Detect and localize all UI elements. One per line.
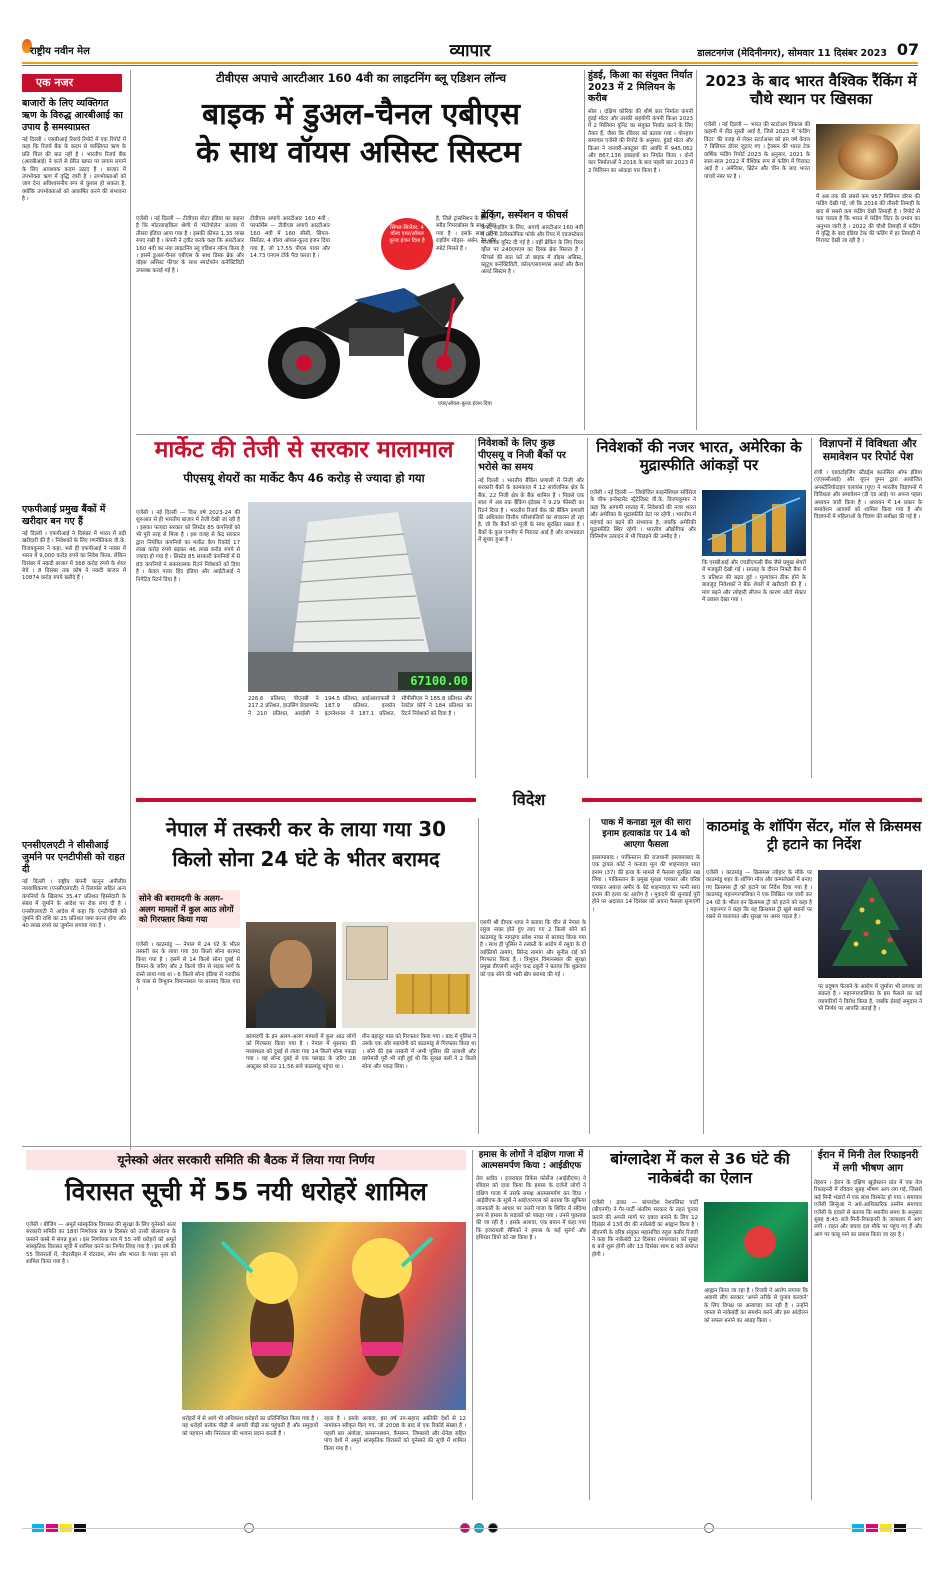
inflation-headline: निवेशकों की नजर भारत, अमेरिका के मुद्रास्फीति आंकड़ों पर — [596, 438, 802, 474]
videsh-banner — [136, 790, 922, 810]
pak-story — [592, 818, 700, 1134]
col-divider-11 — [811, 1150, 812, 1500]
unesco-carnival-photo — [182, 1222, 466, 1410]
nepal-story — [136, 817, 476, 1070]
banks-headline: निवेशकों के लिए कुछ पीएसयू व निजी बैंकों पर भरोसे का समय — [478, 438, 566, 473]
rank-body-1: एजेंसी । नई दिल्ली — भारत की स्टार्टअप विकास की कहानी में तीव्र सुस्ती आई है, जिसे 2023 में 'फंडिंग विंटर' की वजह से लेकर स्टार्टअप्स को इस वर्ष केवल 7 बिलियन डॉलर जुटाए गए । ट्रैक्सन की भारत टेक वार्षिक फंडिंग रिपोर्ट 2023 के अनुसार, 2021 के साल-साल 2022 में वैश्विक रूप से फंडिंग में गिरावट आई है । अमेरिका, ब्रिटेन और चीन के बाद भारत पांचवें नंबर पर है । — [704, 122, 810, 180]
unesco-body-3: रहता है । इसके अलावा, इस वर्ष उप-सहारा अफ्रीकी देशों से 12 नामांकन स्वीकृत किए गए, जो 2008 के बाद से एक रिकॉर्ड संख्या है । पहली बार अंगोला, कमरूनस्थान, कैमरून, जिम्बाब्वे और ग्रेनेडा सहित पांच देशों में अमूर्त सांस्कृतिक विरासतें को यूनेस्को की सूची में शामिल किया गया है । — [324, 1416, 466, 1452]
dancers-illustration — [182, 1222, 466, 1410]
market-body-1: एजेंसी । नई दिल्ली — वित्त वर्ष 2023-24 की शुरुआत से ही भारतीय बाजार में तेजी देखी जा रही है । इसका फायदा सरकार को लिस्टेड 85 कंपनियों को भी पूरी तरह से मिला है । इस वजह से केंद्र सरकार द्वारा नियंत्रित कंपनियों का मार्केट कैप रिकॉर्ड 17 लाख करोड़ रुपये बढ़कर 46 लाख करोड़ रुपये से ज्यादा हो गया है । लिस्टेड 85 सरकारी कंपनियों में से 83 कंपनियों ने सकारात्मक रिटर्न निवेशकों को दिया है । केवल पावर हिंद इंडिया और आईटीआई ने निगेटिव रिटर्न दिया है । — [136, 510, 240, 583]
kathmandu-body-2: पर प्रदूषण फैलाने के आरोप में जुर्माना भी लगाया जा सकता है । महानगरपालिका के इस फैसले का कई व्यापारियों ने विरोध किया है, जबकि ईसाई समुदाय ने भी निर्णय पर आपत्ति जताई है । — [818, 984, 922, 1013]
market-subheadline: पीएसयू शेयरों का मार्केट कैप 46 करोड़ से ज्यादा हो गया — [183, 471, 425, 485]
unesco-story — [22, 1150, 466, 1500]
sidebar-story-1 — [22, 98, 126, 507]
unesco-body-2: धरोहरों में से आगे भी अधिकांश धरोहरों का प्रतिनिधित्व किया गया है । यह धरोहरें प्रत्येक पीढ़ी से अगली पीढ़ी तक पहुंचती हैं और समुदायों को पहचान और निरंतरता की भावना प्रदान करती हैं । — [182, 1416, 318, 1437]
nepal-side-head-text: सोने की बरामदगी के अलग-अलग मामलों में कुल आठ लोगों को गिरफ्तार किया गया — [139, 893, 234, 924]
hamas-story — [476, 1150, 586, 1500]
hamas-headline: हमास के लोगों ने दक्षिण गाजा में आत्मसमर्पण किया : आईडीएफ — [478, 1150, 584, 1171]
bse-building-photo — [248, 502, 472, 692]
tvs-engine-badge — [381, 218, 433, 270]
brand-logo — [22, 43, 142, 57]
banks-story — [478, 438, 584, 778]
bangladesh-flag-photo — [704, 1202, 808, 1282]
rank-body-2: में अब तक की सबसे कम 957 मिलियन डॉलर की फंडिंग देखी गई, जो कि 2016 की तीसरी तिमाही के बाद से सबसे कम फंडिंग देखी तिमाही है । रिपोर्ट से पता चलता है कि भारत में फंडिंग विंटर के प्रभाव का अनुभव जारी है । 2022 की चौथी तिमाही में फंडिंग में वृद्धि के बाद इंडिया टेक की फंडिंग में हर तिमाही में गिरावट देखी जा रही है । — [816, 194, 920, 245]
col-divider-5 — [811, 438, 812, 778]
footer-rule — [22, 1528, 922, 1529]
hyundai-story — [588, 70, 693, 430]
masthead-rule-green — [22, 65, 918, 66]
tvs-body-1: एजेंसी । नई दिल्ली — टीवीएस मोटर इंडिया का कहना है कि मोटरसाइकिल श्रेणी में 'मेटोपोलेन' बाजार में तीसरा इंडिया आया गया है । इसकी कीमत 1,35 लाख रुपए रखी है । कंपनी ने ट्वीट करके कहा कि आरटीआर 160 4वी का नया लाइटनिंग ब्लू एडिशन लॉन्च किया है । इसमें डुअल-चैनल एबीएस के साथ डिस्क ब्रेक और वॉइस असिस्ट फीचर के साथ स्मार्टफोन कनेक्टिविटी उपलब्ध कराई गई है । — [136, 216, 244, 274]
kathmandu-headline: काठमांडू के शॉपिंग सेंटर, मॉल से क्रिसमस ट्री हटाने का निर्देश — [706, 819, 922, 853]
kathmandu-story — [706, 818, 922, 1134]
tvs-kicker: टीवीएस अपाचे आरटीआर 160 4वी का लाइटनिंग ब्लू एडिशन लॉन्च — [215, 71, 507, 85]
nepal-body-2: बरामदगी के इन अलग-अलग मामलों में कुल आठ लोगों को गिरफ्तार किया गया है । नेपाल में मुस्तफा की मध्यस्थता को दुबई से लाया गया 14 किलो सोना पकड़ा गया । यह सोना दुबई से एक फ्लाइट के जरिए 28 अक्टूबर को रात 11:56 बजे काठमांडू पहुंचा था । — [246, 1034, 356, 1070]
ads-body: रांची । एडवर्टाइजिंग स्टैंडर्ड्स काउंसिल ऑफ इंडिया (एएससीआई) और यूएन वुमन द्वारा आयोजित अनस्टीरियोटाइप एलायंस (यूए) ने भारतीय विज्ञापनों में विविधता और समावेशन (डी एंड आई) पर अपना पहला अध्ययन जारी किया है । अध्ययन में 14 प्रकार के समावेशन आयामों को शामिल किया गया है और विज्ञापनों में महिलाओं के चित्रण की समीक्षा की गई है । — [814, 470, 922, 521]
tvs-badge-text: सिंगल-सिलेंडर, 4 वॉल्व एयर/ऑयल कूल्ड इंजन दिया है — [389, 225, 425, 244]
inflation-story — [590, 438, 808, 778]
col-divider-9 — [472, 1150, 473, 1500]
market-ticker: 67100.00 — [410, 674, 468, 688]
rank-story — [700, 70, 922, 432]
nepal-col-4 — [480, 920, 586, 1134]
flag-red-disc — [744, 1226, 776, 1258]
section-title: व्यापार — [449, 41, 491, 61]
passport-photo — [346, 926, 388, 980]
dateline: डालटनगंज (मेदिनीनगर), सोमवार 11 दिसंबर 2023 — [697, 48, 887, 59]
bangladesh-body-1: एजेंसी । ढाका — बांग्लादेश नेशनलिस्ट पार्टी (बीएनपी) ने गैर-पार्टी अंतरिम सरकार के तहत चुनाव कराने की अपनी मांगों पर दबाव बनाने के लिए 12 दिसंबर से 13वें दौर की नाकेबंदी का आह्वान किया है । बीएनपी के वरिष्ठ संयुक्त महासचिव रुहुल कबीर रिजवी ने कहा कि नाकेबंदी 12 दिसंबर (मंगलवार) को सुबह 6 बजे शुरू होगी और 13 दिसंबर शाम 6 बजे समाप्त होगी । — [592, 1200, 698, 1258]
sidebar-divider — [130, 70, 131, 1150]
hyundai-headline: हुंडई, किआ का संयुक्त निर्यात 2023 में 2 मिलियन के करीब — [588, 70, 693, 104]
sidebar-s1-headline: बाजारों के लिए व्यक्तिगत ऋण के विरुद्ध आरबीआई का उपाय है समस्याप्रस्त — [22, 98, 123, 133]
unesco-headline: विरासत सूची में 55 नयी धरोहरें शामिल — [65, 1177, 427, 1206]
tvs-photo-caption: एयर/ऑयल-कूल्ड इंजन दिया — [436, 398, 498, 408]
col-divider-8 — [703, 818, 704, 1134]
sidebar-s3-body: नई दिल्ली । राष्ट्रीय कंपनी कानून अपीलीय न्यायाधिकरण (एनसीएलएटी) ने रिलायंस सहित अन्य कंपनियों के खिलाफ 35.47 प्रतिशत हिस्सेदारी के संबंध में जुर्माने के आदेश पर रोक लगा दी है । एनसीएलएटी ने आदेश में कहा कि एनटीपीसी को जुर्माने की राशि का 25 प्रतिशत जमा करना होगा और 40 लाख रुपये का जुर्माना लगाया गया है । — [22, 879, 126, 930]
bse-tower-illustration — [248, 502, 472, 692]
col-divider-10 — [589, 1150, 590, 1500]
sidebar-label-text: एक नजर — [36, 76, 74, 89]
unesco-kicker: यूनेस्को अंतर सरकारी समिति की बैठक में लिया गया निर्णय — [117, 1153, 375, 1167]
rank-headline: 2023 के बाद भारत वैश्विक रैंकिंग में चौथे स्थान पर खिसका — [705, 72, 917, 108]
inflation-coins-photo — [702, 490, 806, 556]
sidebar-s1-body: नई दिल्ली । एसबीआई रिसर्च रिपोर्ट में एक रिपोर्ट में कहा कि रिजर्व बैंक के कदम से व्यक्तिगत ऋण के प्रति चिंता की बात नहीं है । भारतीय रिजर्व बैंक (आरबीआई) ने कर्ज से प्रेरित खपत पर लगाम लगाने के लिए आवश्यक कदम उठाए हैं । बाजार में उपभोक्ता ऋण में वृद्धि जारी है । उपभोक्ताओं को जाग देना अविश्वसनीय रूप से कुशल हो सकता है, क्योंकि उपभोक्ताओं को आकर्षित करने की संभावना है । — [22, 137, 126, 203]
banks-body: नई दिल्ली । भारतीय बैंकिंग प्रणाली में निजी और सरकारी बैंकों के कामकाज में 12 सार्वजनिक क्षेत्र के बैंक, 22 निजी क्षेत्र के बैंक शामिल हैं । पिछले एक साल में अब तक बैंकिंग इंडेक्स ने 9.29 फीसदी का रिटर्न दिया है । भारतीय रिजर्व बैंक की बैंकिंग प्रणाली की अधिकांश वित्तीय परिसंपत्तियों का संचालन हो रहा है, जो कि बैंकों को पूंजी के साथ सुरक्षित रखता है । बैंकों के कुल एनपीए में गिरावट आई है और लाभप्रदता में सुधार हुआ है । — [478, 478, 584, 544]
person-illustration — [270, 940, 312, 990]
videsh-rule-left — [136, 798, 476, 802]
col-divider-4 — [587, 438, 588, 778]
iran-story — [814, 1150, 922, 1500]
tvs-headline-1: बाइक में डुअल-चैनल एबीएस — [201, 97, 521, 132]
inflation-body-2: कि एसबीआई और एचडीएफसी बैंक जैसे प्रमुख शेयरों में मजबूती देखी गई । सप्ताह के दौरान निफ्टी बैंक में 5 प्रतिशत की बढ़त हुई । मूल्यांकन ठीक होने के बावजूद निवेशकों ने बैंक शेयरों में खरीदारी की है । मांग बढ़ने और त्योहारी सीजन के कारण ऑटो सेक्टर में उछाल देखा गया । — [702, 560, 806, 604]
christmas-tree-illustration — [818, 870, 922, 978]
sidebar-s2-headline: एफपीआई प्रमुख बैंकों में खरीदार बन गए हैं — [22, 504, 106, 527]
tvs-body-2: टीवीएस अपाचे आरटीआर 160 4वी : परफॉर्मेंस — टीवीएस अपाचे आरटीआर 160 4वी में 160 सीसी, सिंगल-सिलेंडर, 4 वॉल्व ऑयल-कूल्ड इंजन दिया गया है, जो 17.55 पीएस पावर और 14.73 एनएम टॉर्क पैदा करता है । — [250, 216, 330, 260]
braking-story — [481, 210, 583, 430]
inflation-body-1: एजेंसी । नई दिल्ली — जियोजित फाइनेंशियल सर्विसेज के चीफ इन्वेस्टमेंट स्ट्रैटेजिस्ट वी.के. विजयकुमार ने कहा कि आगामी सप्ताह में, निवेशकों की नजर भारत और अमेरिका के मुद्रास्फीति डेटा पर रहेगी । भारतीय में महंगाई का बढ़ने की संभावना है, जबकि अमेरिकी मुद्रास्फीति स्थिर रहेगी । भारतीय औद्योगिक और विनिर्माण उत्पादन में भी पिछड़ने की उम्मीद है । — [590, 490, 696, 541]
tvs-body-3: है, जिसे ट्रांसमिशन के लिए 5-स्पीड गियरबॉक्स के साथ जोड़ा गया है । इसके साथ तीन राइडिंग मोड्स- अर्बन, रेन और स्पोर्ट मिलते हैं । — [436, 216, 496, 252]
col-divider-6 — [478, 818, 479, 1134]
col-divider-7 — [589, 818, 590, 1134]
nepal-headline-1: नेपाल में तस्करी कर के लाया गया 30 — [165, 817, 447, 841]
christmas-tree-photo — [818, 870, 922, 978]
tvs-headline-2: के साथ वॉयस असिस्ट सिस्टम — [196, 135, 521, 170]
sidebar-story-2 — [22, 504, 126, 831]
bangladesh-headline: बांग्लादेश में कल से 36 घंटे की नाकेबंदी का ऐलान — [610, 1150, 790, 1187]
nepal-headline-2: किलो सोना 24 घंटे के भीतर बरामद — [172, 847, 440, 871]
market-headline: मार्केट की तेजी से सरकार मालामाल — [154, 437, 454, 463]
ads-headline: विज्ञापनों में विविधता और समावेशन पर रिपोर्ट पेश — [819, 438, 917, 463]
nepal-gold-photo — [342, 922, 476, 1028]
hands-in-circle-illustration — [838, 134, 898, 180]
braking-headline: ब्रेकिंग, सस्पेंशन व फीचर्स — [481, 210, 568, 221]
print-registration-footer — [22, 1518, 922, 1540]
coins-chart-illustration — [702, 490, 806, 556]
lower-section-rule — [22, 1146, 922, 1147]
iran-headline: ईरान में मिनी तेल रिफाइनरी में लगी भीषण आग — [817, 1150, 919, 1174]
nepal-body-4: एसपी श्री दीपक थापा ने बताया कि चीन से नेपाल के रसुवा नाका होते हुए लाए गए 2 किलो सोने को काठमांडू के नागढ़ुंगा प्रवेश नाका से बरामद किया गया है । साथ ही पुलिस ने तस्करी के आरोप में रसुवा के दो व्यक्तियों तामांग, बिरेन्द्र तामांग और सुनील राई को गिरफ्तार किया है । त्रिभुवन विमानस्थल की सुरक्षा प्रमुख डीएसपी अर्जुन चन्द्र ठकुरी ने बताया कि शुक्रवार को एक सोने की भारी खेप बरामद की गई । — [480, 920, 586, 978]
sidebar-s2-body: नई दिल्ली । एफपीआई ने दिसंबर में भारत में बड़ी खरीदारी की है । निवेशकों के लिए रणनीतिकार वी.के. विजयकुमार ने कहा, भले ही एफपीआई ने नवंबर में भारत में 9,000 करोड़ रुपये का निवेश किया, लेकिन दिसंबर में नकदी बाजार में 368 करोड़ रुपये के शेयर बेचे । 8 दिसंबर तक कोष ने नकदी बाजार में 10874 करोड़ रुपये खरीदे हैं । — [22, 531, 126, 582]
nepal-body-3: मीन बहादुर पाल को गिरफ्तार किया गया । बाद में पुलिस ने उसके एक और सहयोगी को काठमांडू से गिरफ्तार किया था । सोने की इस तस्करी में अभी पुलिस की तलाशी और छापेमारी पूरी भी नहीं हुई थी कि सुरक्षा बलों ने 2 किलो सोना और पकड़ लिया । — [362, 1034, 476, 1070]
bangladesh-story — [592, 1150, 808, 1500]
market-story — [136, 438, 472, 778]
col-divider-1 — [584, 70, 585, 430]
bangladesh-body-2: आह्वान किया जा रहा है । रिजवी ने आरोप लगाया कि अवामी लीग सरकार 'अपने तरीके से चुनाव करवाने' के लिए विपक्ष पर अत्याचार कर रही है । उन्होंने जनता से नाकेबंदी का समर्थन करने और इस आंदोलन को सफल बनाने का आग्रह किया । — [704, 1288, 808, 1324]
hyundai-body: सोल । दक्षिण कोरिया की शीर्ष कार निर्माता कंपनी हुंडई मोटर और उसकी सहयोगी कंपनी किआ 2023 में 2 मिलियन यूनिट का संयुक्त निर्यात करने के लिए तैयार हैं, जैसा कि रविवार को बताया गया । योनहाप समाचार एजेंसी की रिपोर्ट के अनुसार, हुंडई मोटर और किआ ने जनवरी-अक्टूबर की अवधि में 945,062 और 867,136 इकाइयों का निर्यात किया । दोनों कार निर्माताओं ने 2016 के बाद पहली बार 2023 में 2 मिलियन का आंकड़ा पार किया है । — [588, 108, 693, 174]
sidebar-s3-headline: एनसीएलएटी ने सीसीआई जुर्माने पर एनटीपीसी को राहत दी — [22, 840, 125, 875]
sidebar-label — [22, 74, 122, 92]
braking-body: कंफर्ट राइडिंग के लिए, अपाचे आरटीआर 160 4वी में फ्रंट में टेलीस्कोपिक फोर्क और रियर में एडजस्टेबल मोनोशॉक यूनिट दी गई है । वहीं ब्रेकिंग के लिए रियर व्हील पर 240एमएम का डिस्क ब्रेक मिलता है । फीचर्स की बात करें तो बाइक में वॉइस असिस्ट, ब्लूटूथ कनेक्टिविटी, कॉल/एसएमएस अलर्ट और क्रैश अलर्ट सिस्टम है । — [481, 225, 584, 276]
masthead — [0, 0, 945, 66]
nepal-body-1: एजेंसी । काठमांडू — नेपाल में 24 घंटे के भीतर तस्करी कर के लाया गया 30 किलो सोना बरामद किया गया है । इसमें से 14 किलो सोना दुबई से विमान के जरिए और 2 किलो चीन से सड़क मार्ग के रास्ते लाया गया था । 6 किलो सोना इंडिया से नजदीक के पास से त्रिभुवन विमानस्थल पर बरामद किया गया । — [136, 942, 240, 993]
iran-body: तेहरान । ईरान के दक्षिण खुज़ेस्तान प्रांत में एक तेल रिफाइनरी में रविवार सुबह भीषण आग लग गई, जिससे कई मिनी भंडारों में एक साथ विस्फोट हो गया । समाचार एजेंसी सिन्हुआ ने अर्ध-आधिकारिक तस्नीम समाचार एजेंसी के हवाले से बताया कि स्थानीय समय के अनुसार सुबह 8:45 बजे मिनी-रिफाइनरी के जलाशय में आग लगी । राहत और बचाव दल मौके पर पहुंच गए हैं और आग पर काबू पाने का प्रयास किया जा रहा है । — [814, 1180, 922, 1238]
unesco-kicker-bar — [26, 1150, 466, 1170]
hamas-body: तेल अवीव । इजरायल डिफेंस फोर्सेज (आईडीएफ) ने रविवार को दावा किया कि हमास के दर्जनों लोगों ने दक्षिण गाजा में उसके समक्ष आत्मसमर्पण कर दिया । आईडीएफ के सूत्रों ने आईएएनएस को बताया कि खुफिया जानकारी के आधार पर उत्तरी गाजा के शिविर में संदिग्ध रूप से हमास के लड़ाकों को पकड़ा गया । उनसे पूछताछ की जा रही है । इसके अलावा, एक बयान में कहा गया कि इजरायली सैनिकों ने हमास के कई सुरंगों और हथियार डिपो को नष्ट किया है । — [476, 1176, 586, 1242]
tvs-bike-photo — [254, 258, 494, 408]
pak-body: इस्लामाबाद । पाकिस्तान की राजधानी इस्लामाबाद के एक ट्रायल कोर्ट ने कनाडा मूल की शाहनवाज़ सारा इनाम (37) की हत्या के मामले में फैसला सुरक्षित रख लिया । पाकिस्तान के प्रमुख सुरक्षा पत्रकार और वरिष्ठ पत्रकार अयाज़ अमीर के बेटे शाहनवाज़ पर पत्नी सारा इनाम की हत्या का आरोप है । मुकदमे की सुनवाई पूरी होने पर अदालत 14 दिसंबर को अपना फैसला सुनाएगी । — [592, 855, 700, 913]
gold-bars-illustration — [396, 974, 470, 1014]
person-shirt — [256, 988, 326, 1028]
nepal-suspect-photo — [246, 922, 336, 1028]
nepal-side-head — [136, 890, 240, 928]
rank-photo — [816, 124, 920, 190]
brand-name: राष्ट्रीय नवीन मेल — [30, 46, 90, 57]
videsh-label: विदेश — [512, 790, 546, 809]
motorcycle-illustration — [254, 258, 494, 408]
col-divider-3 — [475, 438, 476, 778]
masthead-rule-orange — [22, 62, 918, 64]
col-divider-2 — [696, 70, 697, 430]
unesco-body-1: एजेंसी । बीजिंग — अमूर्त सांस्कृतिक विरासत की सुरक्षा के लिए यूनेस्को अंतर सरकारी समिति का 18वां निर्णायक सत्र 9 दिसंबर को उत्तरी बोत्सवाना के कसाने कस्बे में संपन्न हुआ । इस निर्णायक सत्र में 55 नयी धरोहरों को अमूर्त सांस्कृतिक विरासत सूची में शामिल करने का निर्णय लिया गया है । इस वर्ष की 55 विरासतों में, नीदरलैंड्स में रॉटरडम, स्पेन और भारत के गरबा नृत्य को शामिल किया गया है । — [26, 1222, 176, 1266]
top-section-rule — [136, 434, 922, 435]
page-number: 07 — [896, 40, 920, 59]
kathmandu-body: एजेंसी । काठमांडू — क्रिसमस त्योहार के मौके पर काठमांडू शहर के शॉपिंग मॉल और कम्पलेक्सों में बनाए गए क्रिसमस ट्री को हटाने का निर्देश दिया गया है । काठमांडू महानगरपालिका ने एक लिखित पत्र जारी कर 24 घंटे के भीतर इन क्रिसमस ट्री को हटाने को कहा है । महानगर ने कहा कि यह क्रिसमस ट्री खुले स्थानों पर रखने से यातायात और सुरक्षा पर असर पड़ता है । — [706, 870, 812, 921]
ads-story — [814, 438, 922, 778]
market-body-2: 226.6 प्रतिशत, पीएनबी ने 217.2 प्रतिशत, हाउसिंग डेवलपमेंट ने 210 प्रतिशत, आरईसी ने 194.5 प्रतिशत, आईआरएफसी ने 187.9 प्रतिशत, इरकॉन इंटरनेशनल ने 187.1 प्रतिशत, सीपीसीएल ने 185.8 प्रतिशत और रेलटेल कॉर्प ने 184 प्रतिशत का रिटर्न निवेशकों को दिया है । — [248, 696, 472, 717]
videsh-rule-right — [582, 798, 922, 802]
pak-headline: पाक में कनाडा मूल की सारा इनाम हत्याकांड पर 14 को आएगा फैसला — [601, 818, 691, 850]
